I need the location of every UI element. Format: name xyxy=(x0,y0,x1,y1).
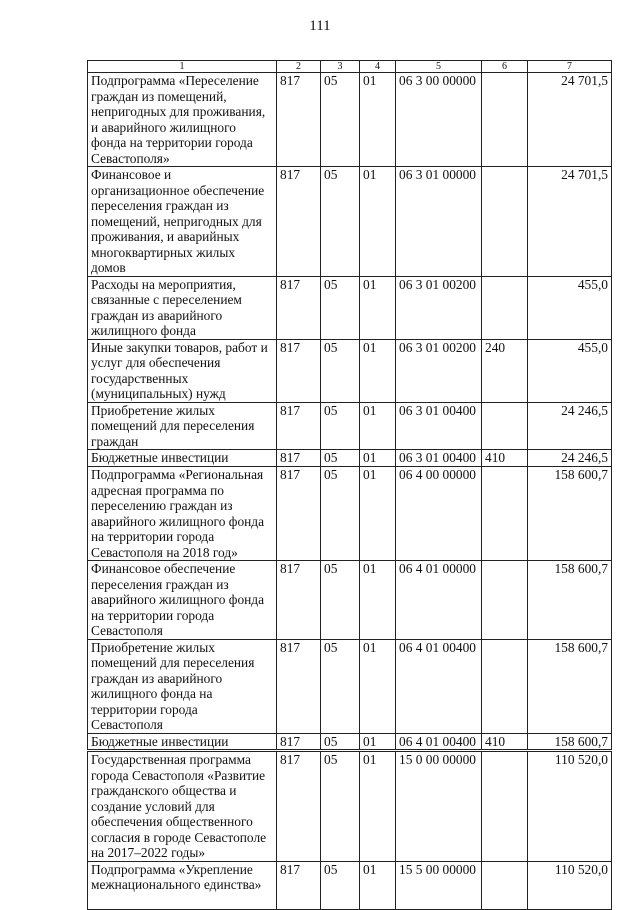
row-grbs-code: 817 xyxy=(277,733,321,751)
table-row xyxy=(88,450,612,467)
table-row xyxy=(88,861,612,909)
table-row xyxy=(88,751,612,862)
row-target-article-code: 06 3 01 00200 xyxy=(396,339,482,402)
row-amount: 24 701,5 xyxy=(528,73,612,167)
row-target-article-code: 06 3 00 00000 xyxy=(396,73,482,167)
row-name: Бюджетные инвестиции xyxy=(88,733,277,751)
row-target-article-code: 06 3 01 00400 xyxy=(396,402,482,450)
row-grbs-code: 817 xyxy=(277,639,321,733)
row-expense-type-code xyxy=(482,751,528,862)
row-expense-type-code: 240 xyxy=(482,339,528,402)
row-name: Расходы на мероприятия, связанные с переселением граждан из аварийного жилищного фонда xyxy=(88,276,277,339)
row-subsection-code: 01 xyxy=(360,167,396,277)
table-row xyxy=(88,167,612,277)
column-header: 2 xyxy=(277,61,321,73)
row-name: Подпрограмма «Укрепление межнационального единства» xyxy=(88,861,277,909)
row-expense-type-code xyxy=(482,639,528,733)
table-row xyxy=(88,467,612,561)
row-expense-type-code xyxy=(482,73,528,167)
row-expense-type-code xyxy=(482,167,528,277)
row-grbs-code: 817 xyxy=(277,276,321,339)
row-subsection-code: 01 xyxy=(360,733,396,751)
row-subsection-code: 01 xyxy=(360,861,396,909)
row-section-code: 05 xyxy=(321,639,360,733)
row-name: Государственная программа города Севастополя «Развитие гражданского общества и создание условий для обеспечения общественного согласия в городе Севастополе на 2017–2022 годы» xyxy=(88,751,277,862)
row-section-code: 05 xyxy=(321,73,360,167)
header-row xyxy=(88,61,612,73)
row-name: Бюджетные инвестиции xyxy=(88,450,277,467)
column-header: 6 xyxy=(482,61,528,73)
row-name: Приобретение жилых помещений для переселения граждан xyxy=(88,402,277,450)
row-name: Приобретение жилых помещений для переселения граждан из аварийного жилищного фонда на территории города Севастополя xyxy=(88,639,277,733)
row-subsection-code: 01 xyxy=(360,450,396,467)
row-section-code: 05 xyxy=(321,467,360,561)
row-amount: 110 520,0 xyxy=(528,751,612,862)
row-section-code: 05 xyxy=(321,733,360,751)
row-expense-type-code: 410 xyxy=(482,733,528,751)
row-amount: 455,0 xyxy=(528,276,612,339)
row-amount: 24 246,5 xyxy=(528,402,612,450)
row-grbs-code: 817 xyxy=(277,450,321,467)
row-section-code: 05 xyxy=(321,450,360,467)
row-expense-type-code xyxy=(482,467,528,561)
row-amount: 158 600,7 xyxy=(528,561,612,640)
row-target-article-code: 06 3 01 00000 xyxy=(396,167,482,277)
row-expense-type-code xyxy=(482,276,528,339)
row-amount: 158 600,7 xyxy=(528,467,612,561)
column-header: 5 xyxy=(396,61,482,73)
row-expense-type-code xyxy=(482,861,528,909)
row-subsection-code: 01 xyxy=(360,73,396,167)
row-amount: 24 701,5 xyxy=(528,167,612,277)
row-name: Подпрограмма «Переселение граждан из помещений, непригодных для проживания, и аварийного жилищного фонда на территории города Севастополя» xyxy=(88,73,277,167)
row-subsection-code: 01 xyxy=(360,751,396,862)
row-name: Иные закупки товаров, работ и услуг для обеспечения государственных (муниципальных) нужд xyxy=(88,339,277,402)
row-subsection-code: 01 xyxy=(360,561,396,640)
row-expense-type-code xyxy=(482,402,528,450)
row-target-article-code: 06 4 01 00400 xyxy=(396,733,482,751)
table-row xyxy=(88,339,612,402)
table-row xyxy=(88,402,612,450)
row-section-code: 05 xyxy=(321,167,360,277)
row-name: Финансовое обеспечение переселения граждан из аварийного жилищного фонда на территории города Севастополя xyxy=(88,561,277,640)
row-subsection-code: 01 xyxy=(360,467,396,561)
row-grbs-code: 817 xyxy=(277,561,321,640)
row-amount: 455,0 xyxy=(528,339,612,402)
row-subsection-code: 01 xyxy=(360,639,396,733)
row-target-article-code: 06 3 01 00200 xyxy=(396,276,482,339)
row-target-article-code: 15 5 00 00000 xyxy=(396,861,482,909)
row-subsection-code: 01 xyxy=(360,402,396,450)
row-grbs-code: 817 xyxy=(277,167,321,277)
row-target-article-code: 06 3 01 00400 xyxy=(396,450,482,467)
row-grbs-code: 817 xyxy=(277,751,321,862)
budget-table xyxy=(87,60,612,910)
row-expense-type-code xyxy=(482,561,528,640)
row-amount: 24 246,5 xyxy=(528,450,612,467)
row-name: Финансовое и организационное обеспечение переселения граждан из помещений, непригодных для проживания, и аварийных многоквартирных жилых домов xyxy=(88,167,277,277)
row-expense-type-code: 410 xyxy=(482,450,528,467)
column-header: 3 xyxy=(321,61,360,73)
row-amount: 158 600,7 xyxy=(528,639,612,733)
table-row xyxy=(88,733,612,751)
row-amount: 110 520,0 xyxy=(528,861,612,909)
table-row xyxy=(88,561,612,640)
row-section-code: 05 xyxy=(321,751,360,862)
column-header: 7 xyxy=(528,61,612,73)
row-grbs-code: 817 xyxy=(277,467,321,561)
row-name: Подпрограмма «Региональная адресная программа по переселению граждан из аварийного жилищного фонда на территории города Севастополя на 2018 год» xyxy=(88,467,277,561)
row-grbs-code: 817 xyxy=(277,861,321,909)
row-target-article-code: 06 4 00 00000 xyxy=(396,467,482,561)
row-section-code: 05 xyxy=(321,402,360,450)
column-header: 1 xyxy=(88,61,277,73)
row-target-article-code: 06 4 01 00400 xyxy=(396,639,482,733)
row-subsection-code: 01 xyxy=(360,276,396,339)
row-section-code: 05 xyxy=(321,561,360,640)
column-header: 4 xyxy=(360,61,396,73)
page-number: 111 xyxy=(309,18,331,34)
row-section-code: 05 xyxy=(321,861,360,909)
row-grbs-code: 817 xyxy=(277,339,321,402)
table-row xyxy=(88,73,612,167)
row-target-article-code: 15 0 00 00000 xyxy=(396,751,482,862)
row-section-code: 05 xyxy=(321,339,360,402)
row-grbs-code: 817 xyxy=(277,73,321,167)
table-row xyxy=(88,639,612,733)
row-subsection-code: 01 xyxy=(360,339,396,402)
row-target-article-code: 06 4 01 00000 xyxy=(396,561,482,640)
table-row xyxy=(88,276,612,339)
row-amount: 158 600,7 xyxy=(528,733,612,751)
row-grbs-code: 817 xyxy=(277,402,321,450)
row-section-code: 05 xyxy=(321,276,360,339)
